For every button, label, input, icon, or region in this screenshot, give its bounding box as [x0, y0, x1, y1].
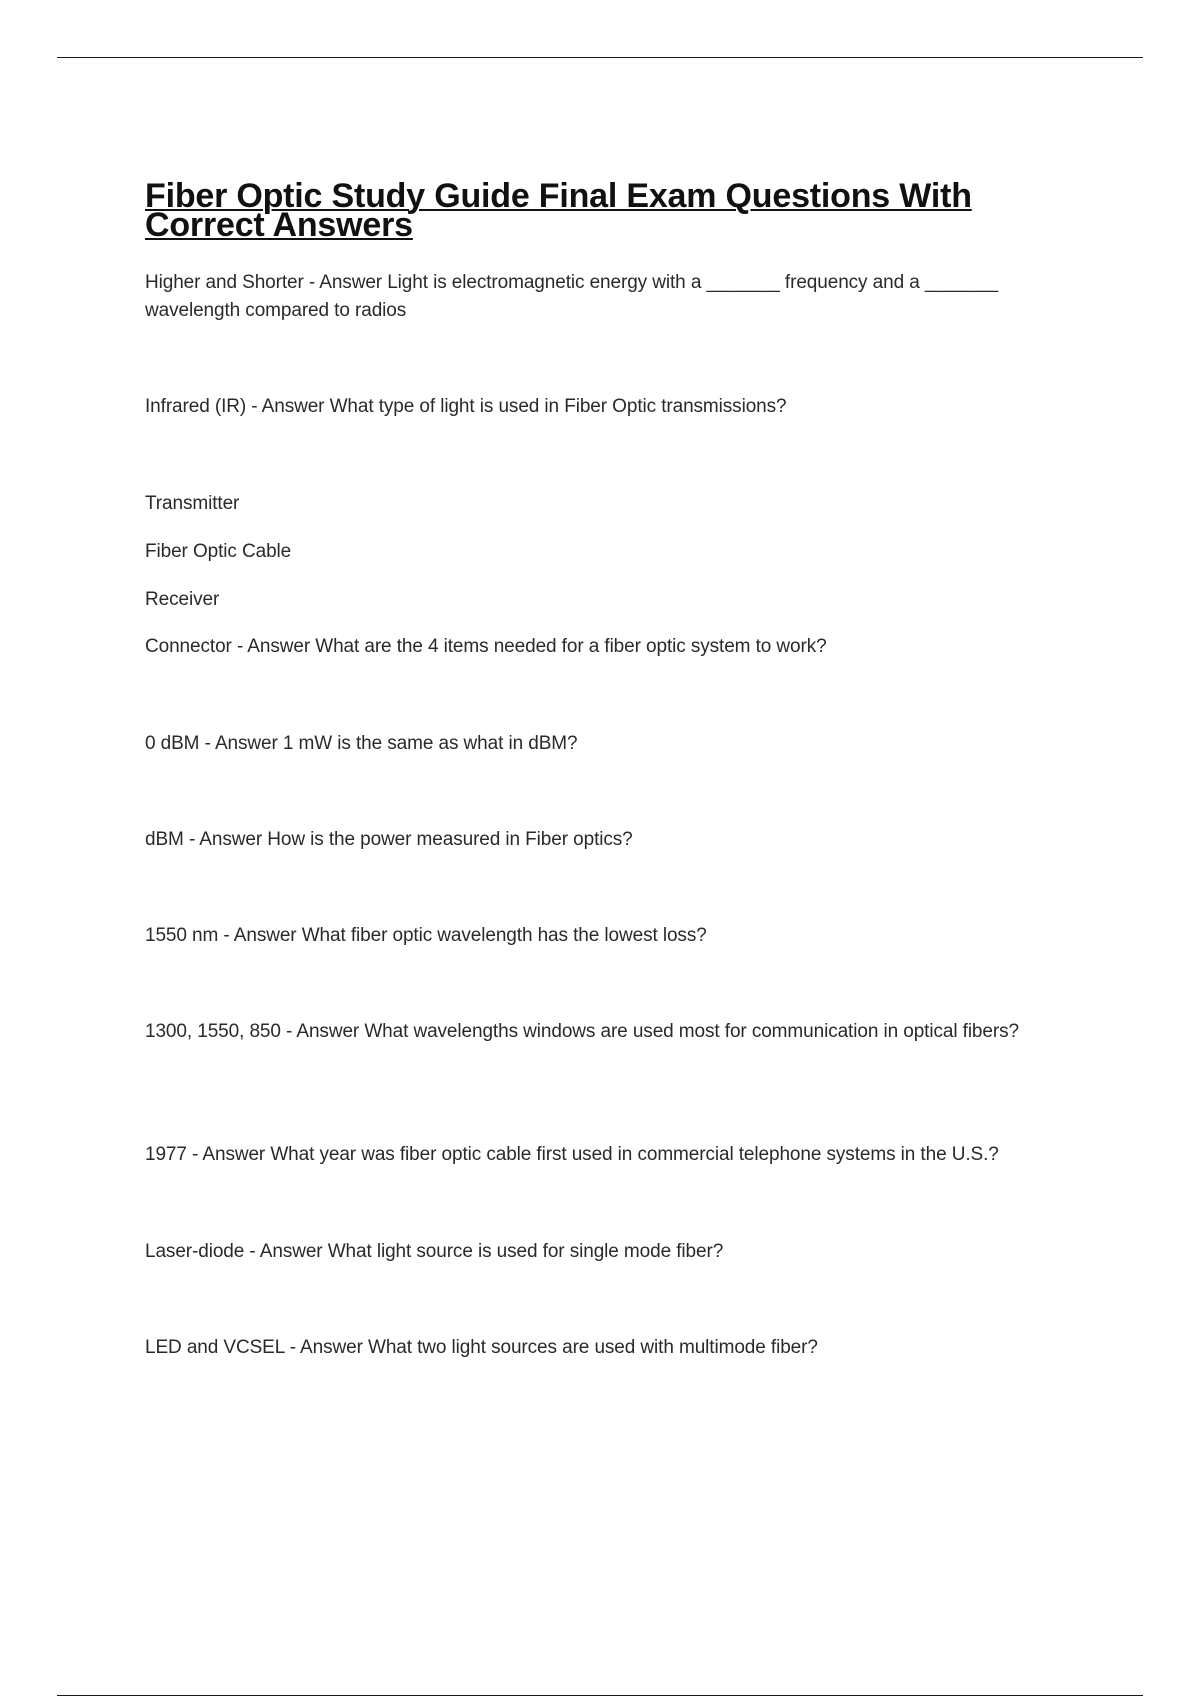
- qa-entry-lowest-loss: 1550 nm - Answer What fiber optic wavelength has the lowest loss?: [145, 925, 707, 946]
- qa-entry-wavelength-windows: 1300, 1550, 850 - Answer What wavelengths windows are used most for communication in optical fibers?: [145, 1021, 1019, 1042]
- document-title: Fiber Optic Study Guide Final Exam Questions With Correct Answers: [145, 177, 972, 244]
- qa-entry-multimode-sources: LED and VCSEL - Answer What two light sources are used with multimode fiber?: [145, 1337, 818, 1358]
- qa-entry-first-use-year: 1977 - Answer What year was fiber optic cable first used in commercial telephone systems in the U.S.?: [145, 1144, 999, 1165]
- list-item-fiber-optic-cable: Fiber Optic Cable: [145, 541, 292, 562]
- header-rule: [57, 57, 1143, 58]
- qa-entry-power-measure: dBM - Answer How is the power measured in Fiber optics?: [145, 829, 633, 850]
- qa-entry-four-items: Connector - Answer What are the 4 items needed for a fiber optic system to work?: [145, 636, 827, 657]
- footer-rule: [57, 1695, 1143, 1696]
- qa-entry-1mw-dbm: 0 dBM - Answer 1 mW is the same as what in dBM?: [145, 733, 578, 754]
- qa-entry-frequency: Higher and Shorter - Answer Light is electromagnetic energy with a _______ frequency and a _______ wavelength compared to radios: [145, 272, 999, 321]
- list-item-transmitter: Transmitter: [145, 493, 240, 514]
- qa-entry-single-mode-source: Laser-diode - Answer What light source is used for single mode fiber?: [145, 1241, 724, 1262]
- qa-entry-light-type: Infrared (IR) - Answer What type of light is used in Fiber Optic transmissions?: [145, 396, 787, 417]
- list-item-receiver: Receiver: [145, 589, 220, 610]
